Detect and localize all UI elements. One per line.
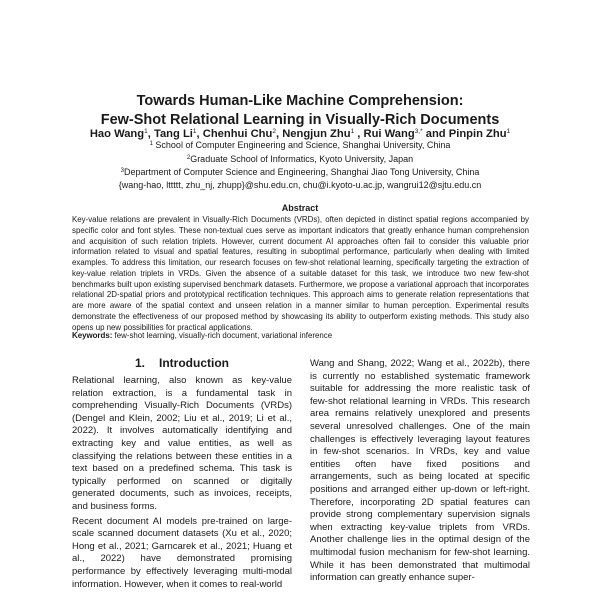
affiliation-text: School of Computer Engineering and Science, Shanghai University, China — [155, 140, 451, 150]
affiliation-1 — [0, 138, 600, 152]
abstract-heading: Abstract — [281, 203, 319, 213]
author-emails: {wang-hao, lttttt, zhu_nj, zhupp}@shu.edu.cn, chu@i.kyoto-u.ac.jp, wangrui12@sjtu.edu.cn — [118, 179, 482, 190]
author-name: Chenhui Chu — [202, 128, 273, 140]
affiliation-sup: 1 — [149, 141, 153, 147]
affiliation-sup: 2 — [186, 154, 191, 161]
affiliation-3 — [0, 165, 600, 179]
paragraph: Wang and Shang, 2022; Wang et al., 2022b), there is currently no established systematic framework suitable for addressing the more realistic task of few-shot relational learning in VRDs. This research area remains relatively unexplored and presents several unresolved challenges. One of the main challenges is effectively leveraging layout features in few-shot scenarios. In VRDs, key and value entities often have fixed positions and arrangements, such as being located at specific positions and arranged either up-down or left-right. Therefore, incorporating 2D spatial features can provide strong complementary supervision signals when extracting key-value triplets from VRDs. Another challenge lies in the optimal design of the multimodal fusion mechanism for few-shot learning. While it has been demonstrated that multimodal information can greatly enhance super- — [310, 358, 530, 584]
author-list: Hao Wang$^1$, Tang Li$^1$, Chenhui Chu$^2$, Nengjun Zhu$^1$ , Rui Wang$^{3,*}$ and Pinpin Zhu$^1$ — [89, 128, 511, 140]
author-sup: 1 — [192, 128, 197, 135]
author-sup: 1 — [506, 128, 511, 135]
author-name: Hao Wang — [89, 128, 145, 140]
keywords-text: few-shot learning, visually-rich document, variational inference — [114, 331, 333, 340]
left-column — [72, 375, 292, 591]
author-sup: 1 — [144, 128, 148, 135]
title-line-2: Few-Shot Relational Learning in Visually-Rich Documents — [100, 112, 500, 128]
author-name: Nengjun Zhu — [282, 128, 351, 140]
right-column — [310, 358, 530, 585]
affiliations — [0, 138, 600, 191]
keywords — [72, 331, 529, 342]
author-sup: 2 — [272, 128, 276, 135]
affiliation-text: Department of Computer Science and Engineering, Shanghai Jiao Tong University, China — [123, 167, 480, 177]
author-name: Tang Li — [153, 128, 193, 140]
keywords-label: Keywords: — [72, 331, 113, 340]
author-sup: 3,* — [414, 128, 423, 135]
section-heading — [72, 356, 292, 370]
title-line-1: Towards Human-Like Machine Comprehension: — [136, 93, 464, 109]
author-name: Rui Wang — [363, 128, 415, 140]
affiliation-sup: 3 — [120, 168, 124, 174]
abstract-text: Key-value relations are prevalent in Visually-Rich Documents (VRDs), often depicted in distinct spatial regions accompanied by specific color and font styles. These non-textual cues serve as important indicators that greatly enhance human comprehension and acquisition of such relation triplets. However, current document AI approaches often fail to consider this valuable prior information related to visual and spatial features, resulting in suboptimal performance, particularly when dealing with limited examples. To address this limitation, our research focuses on few-shot relational learning, specifically targeting the extraction of key-value relation triplets in VRDs. Given the absence of a suitable dataset for this task, we introduce two new few-shot benchmarks built upon existing supervised benchmark datasets. Furthermore, we propose a variational approach that incorporates relational 2D-spatial priors and prototypical rectification techniques. This approach aims to generate relation representations that are more aware of the spatial context and unseen relation in a manner similar to human perception. Experimental results demonstrate the effectiveness of our proposed method by showcasing its ability to outperform existing methods. This study also opens up new possibilities for practical applications. — [72, 215, 529, 332]
affiliation-2 — [0, 152, 600, 166]
author-sup: 1 — [350, 128, 355, 135]
section-number: 1. — [135, 356, 146, 370]
paragraph: Relational learning, also known as key-value relation extraction, is a fundamental task in comprehending Visually-Rich Documents (VRDs) (Dengel and Klein, 2002; Liu et al., 2019; Li et al., 2022). It involves automatically identifying and extracting key and value entities, as well as classifying the relations between these entities in a text based on a predefined schema. This task is typically performed on scanned or digitally generated documents, such as invoices, receipts, and business forms. — [72, 375, 292, 512]
section-title: Introduction — [159, 356, 229, 370]
paragraph: Recent document AI models pre-trained on large-scale scanned document datasets (Xu et al., 2020; Hong et al., 2021; Garncarek et al., 2021; Huang et al., 2022) have demonstrated promising performance by effectively leveraging multi-modal information. However, when it comes to real-world — [72, 515, 292, 590]
author-name: Pinpin Zhu — [448, 128, 507, 140]
affiliation-text: Graduate School of Informatics, Kyoto University, Japan — [190, 153, 414, 164]
